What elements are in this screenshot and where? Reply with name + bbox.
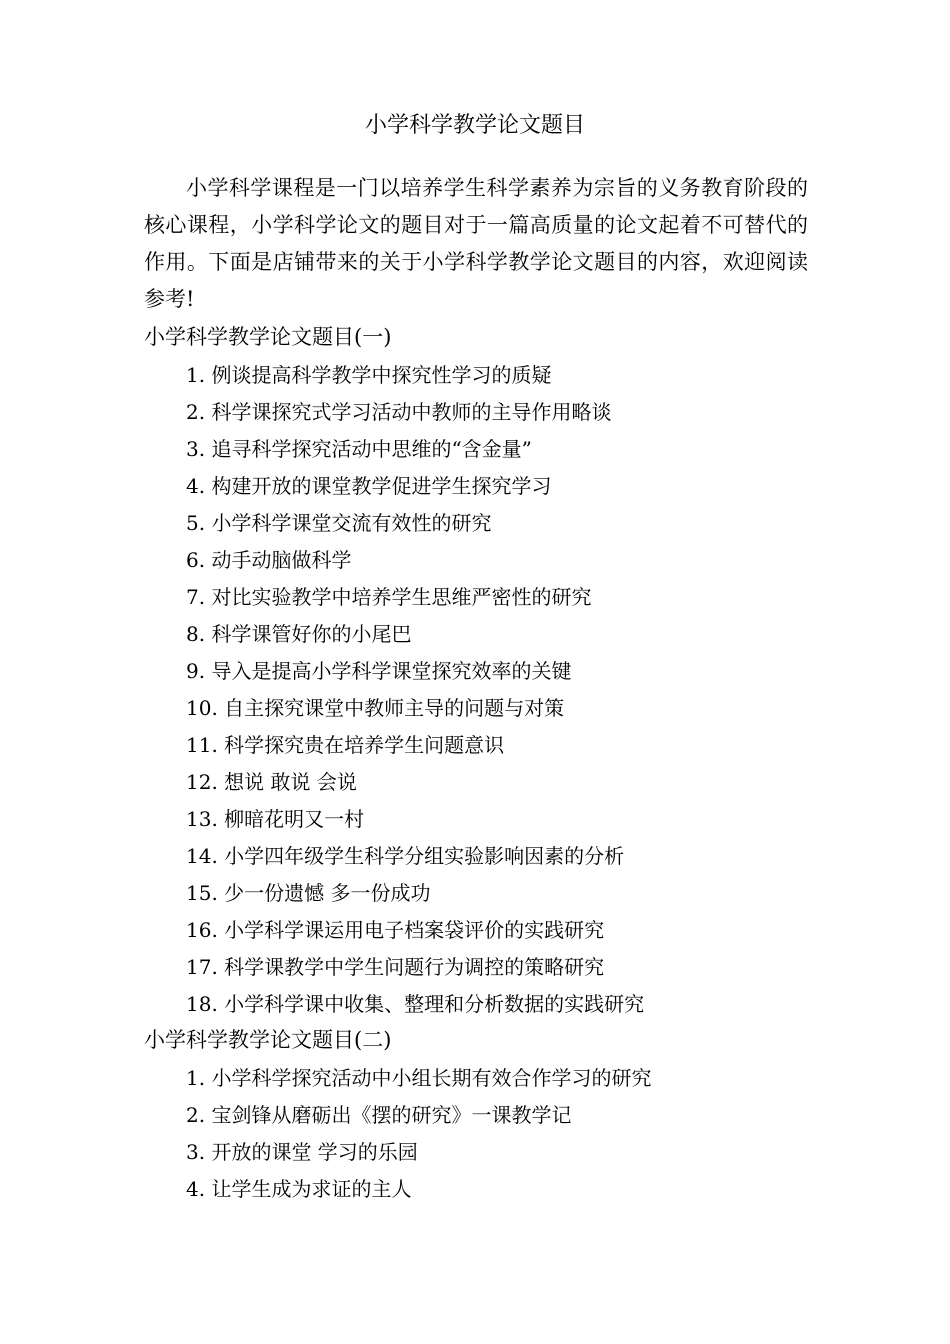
list-item: 17. 科学课教学中学生问题行为调控的策略研究 (186, 955, 605, 979)
section-2-topic-list (186, 1060, 651, 1208)
list-item: 10. 自主探究课堂中教师主导的问题与对策 (186, 696, 565, 720)
section-heading-1: 小学科学教学论文题目(一) (144, 325, 392, 349)
section-heading-2: 小学科学教学论文题目(二) (144, 1028, 392, 1052)
list-item: 12. 想说 敢说 会说 (186, 770, 357, 794)
list-item: 6. 动手动脑做科学 (186, 548, 352, 572)
list-item: 9. 导入是提高小学科学课堂探究效率的关键 (186, 659, 572, 683)
list-item: 15. 少一份遗憾 多一份成功 (186, 881, 431, 905)
list-item: 7. 对比实验教学中培养学生思维严密性的研究 (186, 585, 592, 609)
list-item: 16. 小学科学课运用电子档案袋评价的实践研究 (186, 918, 605, 942)
list-item: 1. 小学科学探究活动中小组长期有效合作学习的研究 (186, 1066, 652, 1090)
list-item: 8. 科学课管好你的小尾巴 (186, 622, 412, 646)
list-item: 18. 小学科学课中收集、整理和分析数据的实践研究 (186, 992, 645, 1016)
list-item: 3. 开放的课堂 学习的乐园 (186, 1140, 418, 1164)
list-item: 2. 科学课探究式学习活动中教师的主导作用略谈 (186, 400, 612, 424)
list-item: 1. 例谈提高科学教学中探究性学习的质疑 (186, 363, 552, 387)
list-item: 4. 构建开放的课堂教学促进学生探究学习 (186, 474, 552, 498)
list-item: 2. 宝剑锋从磨砺出《摆的研究》一课教学记 (186, 1103, 572, 1127)
list-item: 13. 柳暗花明又一村 (186, 807, 365, 831)
list-item: 3. 追寻科学探究活动中思维的“含金量” (186, 437, 532, 461)
list-item: 11. 科学探究贵在培养学生问题意识 (186, 733, 505, 757)
intro-paragraph: 小学科学课程是一门以培养学生科学素养为宗旨的义务教育阶段的核心课程，小学科学论文的题目对于一篇高质量的论文起着不可替代的作用。下面是店铺带来的关于小学科学教学论文题目的内容，欢迎阅读参考! (144, 176, 808, 311)
section-1-topic-list (186, 357, 644, 1023)
document-title: 小学科学教学论文题目 (364, 113, 585, 138)
list-item: 5. 小学科学课堂交流有效性的研究 (186, 511, 492, 535)
list-item: 14. 小学四年级学生科学分组实验影响因素的分析 (186, 844, 625, 868)
list-item: 4. 让学生成为求证的主人 (186, 1177, 412, 1201)
